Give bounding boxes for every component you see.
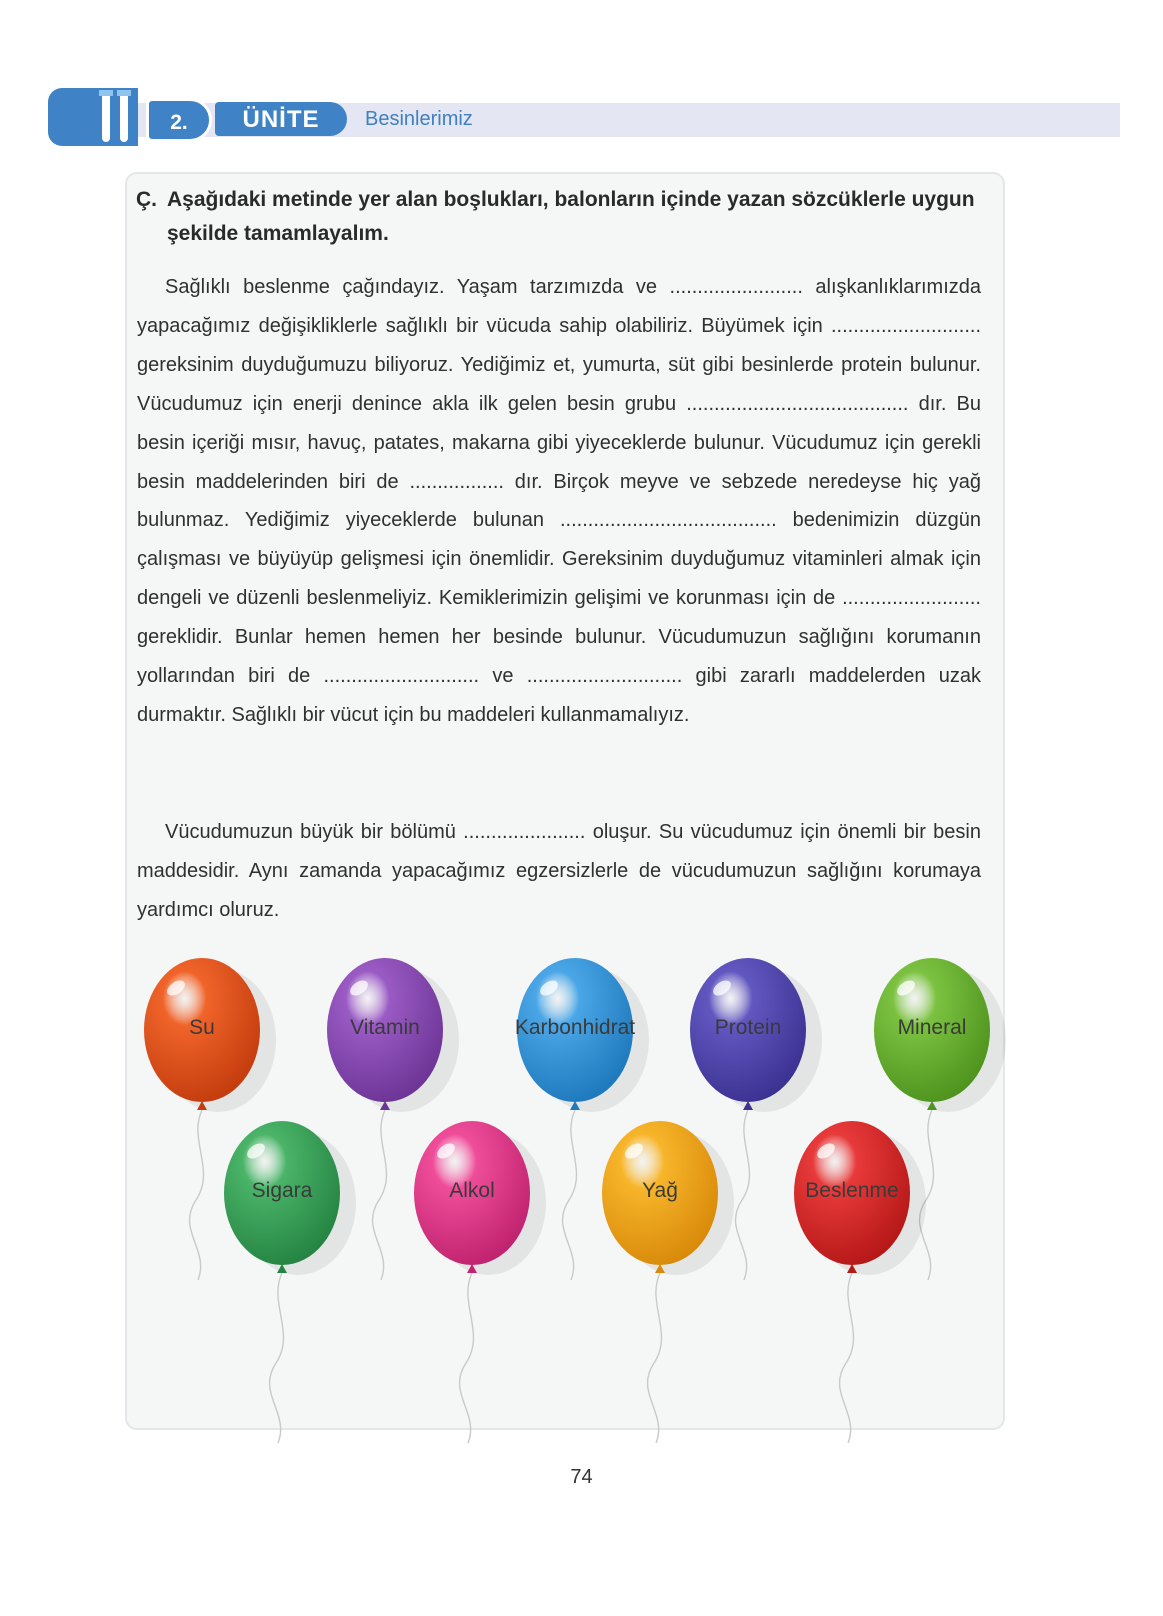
balloon-label-alkol: Alkol bbox=[449, 1179, 495, 1202]
balloon-label-su: Su bbox=[189, 1016, 215, 1039]
balloon-label-sigara: Sigara bbox=[251, 1179, 313, 1202]
question-letter: Ç. bbox=[136, 188, 157, 211]
paragraph-2-text: Vücudumuzun büyük bir bölümü ...................... oluşur. Su vücudumuz için önemli bir besin maddesidir. Aynı zamanda yapacağımız egzersizlerle de vücudumuzun sağlığını korumaya yardımcı oluruz. bbox=[137, 821, 981, 921]
balloon-label-beslenme: Beslenme bbox=[805, 1179, 899, 1202]
page-number: 74 bbox=[570, 1466, 593, 1488]
question-text: Aşağıdaki metinde yer alan boşlukları, balonların içinde yazan sözcüklerle uygun şekilde tamamlayalım. bbox=[167, 188, 975, 245]
balloon-yağ bbox=[602, 1121, 734, 1443]
unit-label: ÜNİTE bbox=[215, 102, 347, 136]
balloon-label-protein: Protein bbox=[714, 1016, 782, 1039]
balloon-sigara bbox=[224, 1121, 356, 1443]
balloon-label-yağ: Yağ bbox=[642, 1179, 678, 1202]
balloon-label-mineral: Mineral bbox=[897, 1016, 967, 1039]
unit-title: Besinlerimiz bbox=[365, 108, 473, 130]
balloon-label-vitamin: Vitamin bbox=[350, 1016, 420, 1039]
balloon-beslenme bbox=[794, 1121, 926, 1443]
unit-number: 2. bbox=[146, 98, 212, 142]
balloon-alkol bbox=[414, 1121, 546, 1443]
paragraph-1-text: Sağlıklı beslenme çağındayız. Yaşam tarzımızda ve ........................ alışkanlıklarımızda yapacağımız değişikliklerle sağlıklı bir vücuda sahip olabiliriz. Büyümek için ........................... gereksinim duyduğumuzu biliyoruz. Yediğimiz et, yumurta, süt gibi besinlerde protein bulunur. Vücudumuz için enerji denince akla ilk gelen besin grubu ........................................ dır. Bu besin içeriği mısır, havuç, patates, makarna gibi yiyeceklerde bulunur. Vücudumuz için gerekli besin maddelerinden biri de ................. dır. Birçok meyve ve sebzede neredeyse hiç yağ bulunmaz. Yediğimiz yiyeceklerde bulunan ....................................... bedenimizin düzgün çalışması ve büyüyüp gelişmesi için önemlidir. Gereksinim duyduğumuz vitaminleri almak için dengeli ve düzenli beslenmeliyiz. Kemiklerimizin gelişimi ve korunması için de ......................... gereklidir. Bunlar hemen hemen her besinde bulunur. Vücudumuzun sağlığını korumanın yollarından biri de ............................ ve ............................ gibi zararlı maddelerden uzak durmaktır. Sağlıklı bir vücut için bu maddeleri kullanmamalıyız. bbox=[137, 276, 981, 726]
balloon-label-karbonhidrat: Karbonhidrat bbox=[514, 1016, 636, 1039]
